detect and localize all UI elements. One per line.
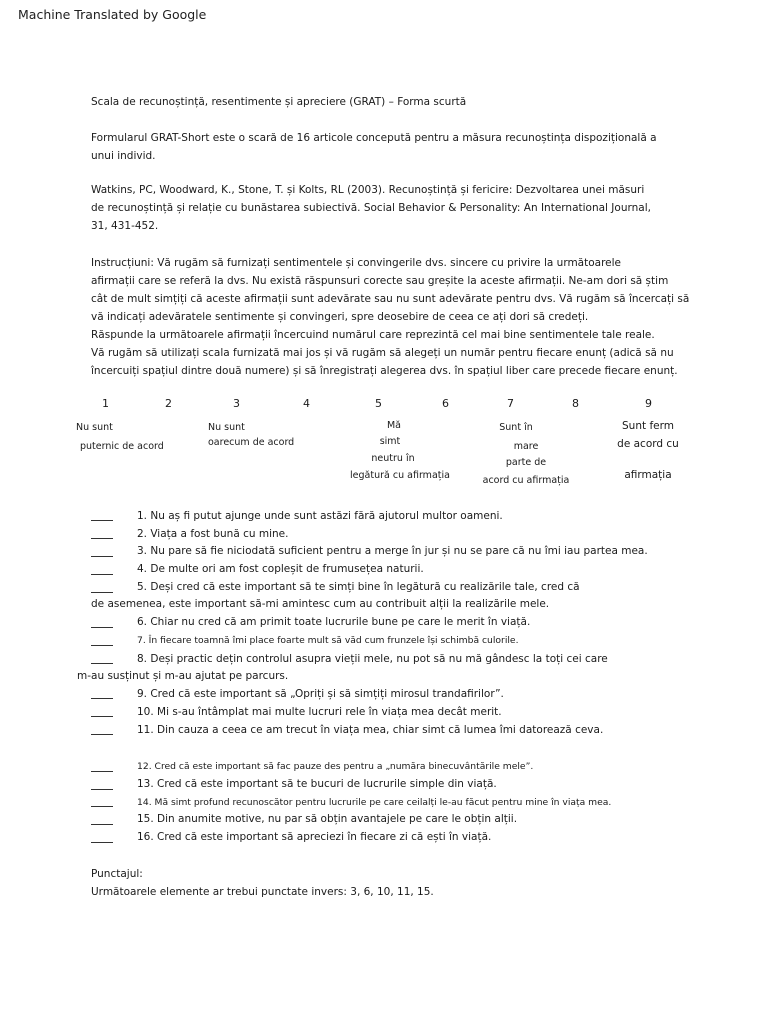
scale-number-5: 5: [375, 397, 382, 410]
scale-label-line: parte de: [505, 457, 547, 468]
scale-label-line: puternic de acord: [80, 441, 164, 452]
item-12: 12. Cred că este important să fac pauze des pentru a „număra binecuvântările mele”.: [137, 761, 534, 772]
scale-label-1: [76, 421, 164, 453]
intro-line: unui individ.: [91, 150, 156, 162]
instructions-line: încercuiți spațiul dintre două numere) și să înregistrați alegerea dvs. în spațiul liber care precede fiecare enunț.: [91, 365, 678, 377]
item-8: 8. Deși practic dețin controlul asupra vieții mele, nu pot să nu mă gândesc la toți cei care: [137, 653, 608, 665]
instructions-line: vă indicați adevăratele sentimente și convingeri, spre deosebire de ceea ce ați dori să credeți.: [91, 311, 589, 323]
scale-number-1: 1: [102, 397, 109, 410]
instructions-line: Vă rugăm să utilizați scala furnizată mai jos și vă rugăm să alegeți un număr pentru fiecare enunț (adică să nu: [91, 347, 674, 359]
answer-blank[interactable]: [91, 574, 113, 575]
item-8-continued: m-au susținut și m-au ajutat pe parcurs.: [77, 670, 289, 682]
answer-blank[interactable]: [91, 842, 113, 843]
item-1: 1. Nu aș fi putut ajunge unde sunt astăzi fără ajutorul multor oameni.: [137, 510, 503, 522]
item-2: 2. Viața a fost bună cu mine.: [137, 528, 289, 540]
item-3: 3. Nu pare să fie niciodată suficient pentru a merge în jur și nu se pare că nu îmi iau partea mea.: [137, 545, 648, 557]
answer-blank[interactable]: [91, 663, 113, 664]
scale-label-line: oarecum de acord: [208, 437, 295, 448]
answer-blank[interactable]: [91, 520, 113, 521]
scale-label-line: Nu sunt: [208, 422, 245, 433]
item-15: 15. Din anumite motive, nu par să obțin avantajele pe care le obțin alții.: [137, 813, 518, 825]
item-16: 16. Cred că este important să apreciezi în fiecare zi că ești în viață.: [137, 831, 492, 843]
scale-label-line: de acord cu: [617, 438, 679, 450]
item-10: 10. Mi s-au întâmplat mai multe lucruri rele în viața mea decât merit.: [137, 706, 502, 718]
answer-blank[interactable]: [91, 734, 113, 735]
instructions-paragraph: [91, 254, 689, 380]
item-5-continued: de asemenea, este important să-mi amintesc cum au contribuit alții la realizările mele.: [91, 598, 550, 610]
scoring-text: Următoarele elemente ar trebui punctate invers: 3, 6, 10, 11, 15.: [91, 886, 434, 898]
scale-label-line: simt: [379, 436, 401, 447]
citation-paragraph: [91, 181, 651, 235]
answer-blank[interactable]: [91, 824, 113, 825]
answer-blank[interactable]: [91, 771, 113, 772]
instructions-line: cât de mult simțiți că aceste afirmații sunt adevărate sau nu sunt adevărate pentru dvs. Vă rugăm să încercați să: [91, 293, 690, 305]
scale-label-7: [468, 420, 584, 490]
answer-blank[interactable]: [91, 556, 113, 557]
scale-label-5: [338, 418, 462, 484]
scale-number-6: 6: [442, 397, 449, 410]
answer-blank[interactable]: [91, 538, 113, 539]
intro-line: Formularul GRAT-Short este o scară de 16 articole concepută pentru a măsura recunoștința dispozițională a: [91, 132, 657, 144]
citation-line: de recunoștință și relație cu bunăstarea subiectivă. Social Behavior & Personality: An International Journal,: [91, 202, 651, 214]
scale-label-line: neutru în: [371, 453, 415, 464]
answer-blank[interactable]: [91, 716, 113, 717]
item-4: 4. De multe ori am fost copleșit de frumusețea naturii.: [137, 563, 424, 575]
answer-blank[interactable]: [91, 592, 113, 593]
item-7: 7. În fiecare toamnă îmi place foarte mult să văd cum frunzele își schimbă culorile.: [137, 635, 519, 646]
scale-number-2: 2: [165, 397, 172, 410]
answer-blank[interactable]: [91, 806, 113, 807]
intro-paragraph: [91, 129, 657, 165]
scale-label-line: Nu sunt: [76, 422, 113, 433]
scale-number-3: 3: [233, 397, 240, 410]
instructions-line: Răspunde la următoarele afirmații încercuind numărul care reprezintă cel mai bine sentimentele tale reale.: [91, 329, 655, 341]
document-title: Scala de recunoștință, resentimente și apreciere (GRAT) – Forma scurtă: [91, 96, 467, 108]
citation-line: Watkins, PC, Woodward, K., Stone, T. și Kolts, RL (2003). Recunoștință și fericire: Dezvoltarea unei măsuri: [91, 184, 645, 196]
scale-label-line: legătură cu afirmația: [350, 470, 450, 481]
item-13: 13. Cred că este important să te bucuri de lucrurile simple din viață.: [137, 778, 497, 790]
scale-label-9: [604, 418, 692, 484]
answer-blank[interactable]: [91, 789, 113, 790]
translation-header: Machine Translated by Google: [18, 7, 207, 22]
scale-label-line: Sunt în: [499, 422, 533, 433]
item-11: 11. Din cauza a ceea ce am trecut în viața mea, chiar simt că lumea îmi datorează ceva.: [137, 724, 604, 736]
scale-number-8: 8: [572, 397, 579, 410]
instructions-line: afirmații care se referă la dvs. Nu există răspunsuri corecte sau greșite la aceste afirmații. Ne-am dori să știm: [91, 275, 669, 287]
scale-number-4: 4: [303, 397, 310, 410]
scale-label-line: acord cu afirmația: [482, 475, 570, 486]
scale-label-line: mare: [513, 441, 539, 452]
instructions-line: Instrucțiuni: Vă rugăm să furnizați sentimentele și convingerile dvs. sincere cu privire la următoarele: [91, 257, 622, 269]
scoring-heading: Punctajul:: [91, 868, 143, 880]
scale-label-line: Mă: [386, 420, 402, 431]
item-14: 14. Mă simt profund recunoscător pentru lucrurile pe care ceilalți le-au făcut pentru mine în viața mea.: [137, 797, 612, 808]
item-6: 6. Chiar nu cred că am primit toate lucrurile bune pe care le merit în viață.: [137, 616, 531, 628]
scale-number-9: 9: [645, 397, 652, 410]
answer-blank[interactable]: [91, 627, 113, 628]
item-5: 5. Deși cred că este important să te simți bine în legătură cu realizările tale, cred că: [137, 581, 580, 593]
scale-label-3: [208, 421, 294, 449]
scale-label-line: Sunt ferm: [622, 420, 674, 432]
item-9: 9. Cred că este important să „Opriți și să simțiți mirosul trandafirilor”.: [137, 688, 504, 700]
citation-line: 31, 431-452.: [91, 220, 159, 232]
scale-number-7: 7: [507, 397, 514, 410]
scale-label-line: afirmația: [624, 469, 672, 481]
answer-blank[interactable]: [91, 645, 113, 646]
answer-blank[interactable]: [91, 698, 113, 699]
